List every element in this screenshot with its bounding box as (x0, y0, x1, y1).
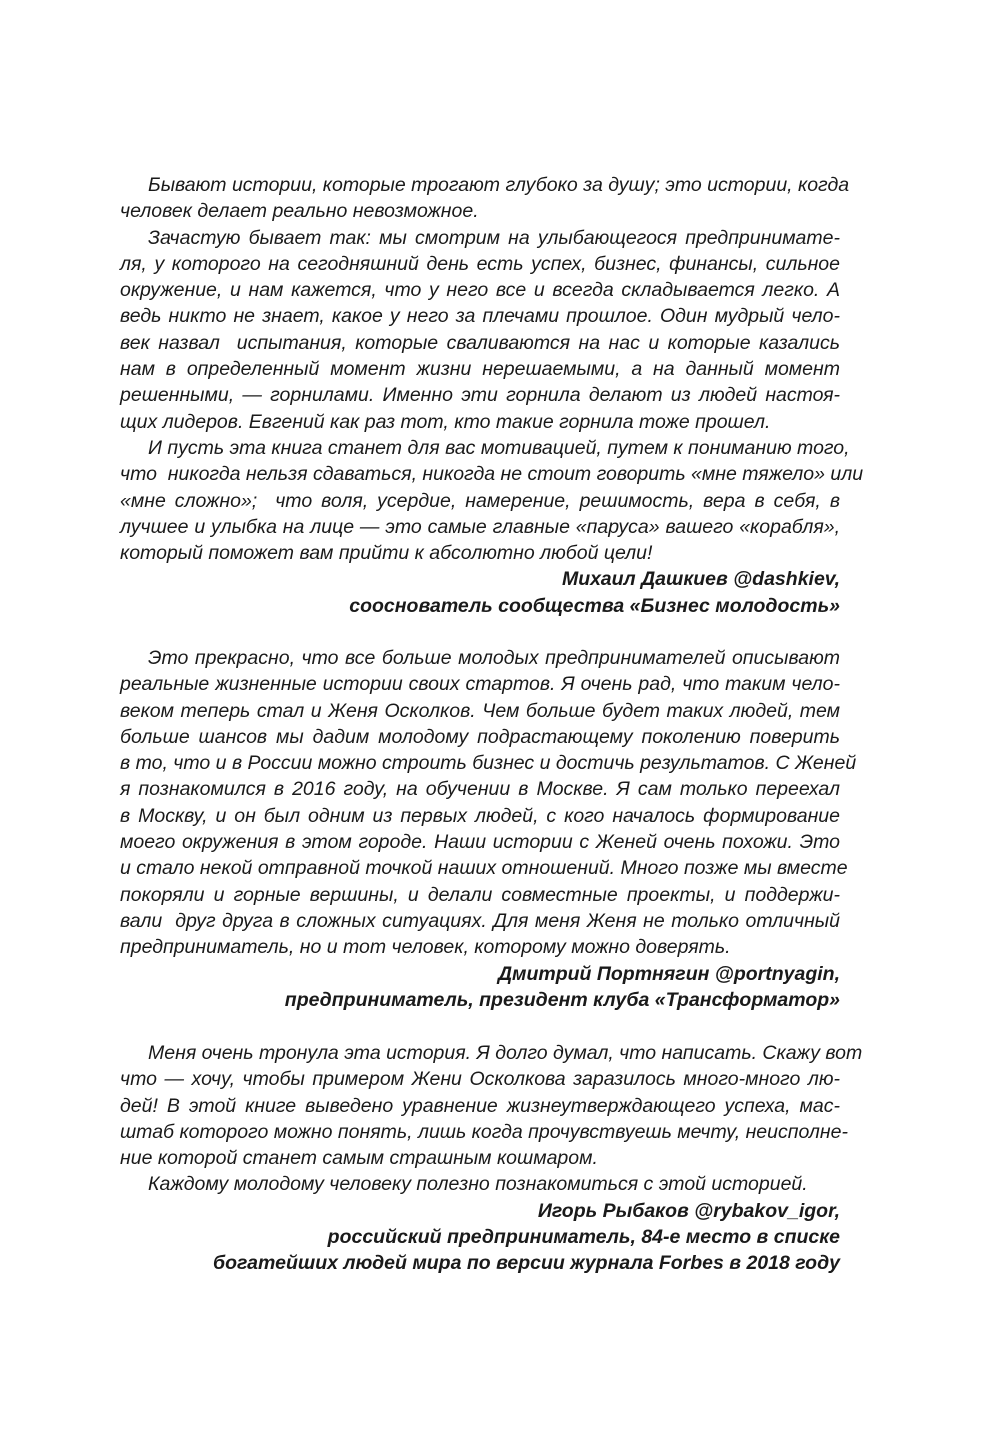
paragraph-line: человек делает реально невозможное. (120, 200, 479, 223)
author-title: предприниматель, президент клуба «Трансформатор» (284, 988, 840, 1011)
paragraph-line: И пусть эта книга станет для вас мотивацией, путем к пониманию того, (148, 436, 850, 459)
paragraph-line: покоряли и горные вершины, и делали совместные проекты, и поддержи- (120, 883, 840, 906)
paragraph-line: ля, у которого на сегодняшний день есть успех, бизнес, финансы, сильное (120, 252, 840, 275)
author-title: сооснователь сообщества «Бизнес молодость» (349, 594, 840, 617)
author-title: российский предприниматель, 84-е место в списке (327, 1226, 840, 1249)
paragraph-line: вали друг друга в сложных ситуациях. Для меня Женя не только отличный (120, 909, 840, 932)
paragraph-line: нам в определенный момент жизни нерешаемыми, а на данный момент (120, 358, 840, 381)
paragraph-line: Бывают истории, которые трогают глубоко за душу; это истории, когда (148, 174, 850, 196)
paragraph-line: щих лидеров. Евгений как раз тот, кто такие горнила тоже прошел. (120, 410, 771, 433)
paragraph-line: в Москву, и он был одним из первых людей, с кого началось формирование (120, 804, 840, 827)
paragraph-line: дей! В этой книге выведено уравнение жизнеутверждающего успеха, мас- (120, 1094, 840, 1117)
paragraph-line: веком теперь стал и Женя Осколков. Чем больше будет таких людей, тем (120, 699, 840, 722)
paragraph-line: решенными, — горнилами. Именно эти горнила делают из людей настоя- (120, 384, 840, 407)
paragraph-line: ние которой станет самым страшным кошмаром. (120, 1147, 598, 1170)
paragraph-line: Меня очень тронула эта история. Я долго думал, что написать. Скажу вот (148, 1042, 863, 1064)
paragraph-line: что никогда нельзя сдаваться, никогда не стоит говорить «мне тяжело» или (120, 463, 864, 486)
paragraph-line: лучшее и улыбка на лице — это самые главные «паруса» вашего «корабля», (120, 515, 840, 538)
paragraph-line: Каждому молодому человеку полезно познакомиться с этой историей. (148, 1173, 808, 1196)
testimonial-dashkiev (120, 172, 864, 619)
paragraph-line: больше шансов мы дадим молодому подрастающему поколению поверить (120, 725, 840, 748)
paragraph-line: штаб которого можно понять, лишь когда прочувствуешь мечту, неисполне- (120, 1120, 848, 1143)
paragraph-line: реальные жизненные истории своих стартов. Я очень рад, что таким чело- (120, 673, 840, 696)
paragraph-line: «мне сложно»; что воля, усердие, намерение, решимость, вера в себя, в (120, 489, 840, 512)
paragraph-line: окружение, и нам кажется, что у него все и всегда складывается легко. А (120, 279, 840, 302)
paragraph-line: в то, что и в России можно строить бизнес и достичь результатов. С Женей (120, 752, 857, 775)
paragraph-line: век назвал испытания, которые сваливаются на нас и которые казались (120, 331, 840, 354)
testimonial-rybakov (120, 1040, 863, 1277)
paragraph-line: который поможет вам прийти к абсолютно любой цели! (120, 542, 653, 565)
author-name: Игорь Рыбаков @rybakov_igor, (537, 1199, 840, 1222)
author-name: Дмитрий Портнягин @portnyagin, (497, 962, 840, 985)
paragraph-line: моего окружения в этом городе. Наши истории с Женей очень похожи. Это (120, 831, 840, 854)
paragraph-line: ведь никто не знает, какое у него за плечами прошлое. Один мудрый чело- (120, 305, 840, 328)
author-title: богатейших людей мира по версии журнала Forbes в 2018 году (213, 1252, 840, 1275)
paragraph-line: Это прекрасно, что все больше молодых предпринимателей описывают (148, 647, 840, 669)
paragraph-line: что — хочу, чтобы примером Жени Осколкова заразилось много-много лю- (120, 1068, 840, 1091)
paragraph-line: предприниматель, но и тот человек, которому можно доверять. (120, 936, 731, 959)
paragraph-line: Зачастую бывает так: мы смотрим на улыбающегося предпринимате- (148, 226, 840, 249)
paragraph-line: и стало некой отправной точкой наших отношений. Много позже мы вместе (120, 857, 848, 880)
testimonial-portnyagin (120, 645, 857, 1013)
author-name: Михаил Дашкиев @dashkiev, (562, 568, 840, 591)
paragraph-line: я познакомился в 2016 году, на обучении в Москве. Я сам только переехал (120, 778, 840, 801)
